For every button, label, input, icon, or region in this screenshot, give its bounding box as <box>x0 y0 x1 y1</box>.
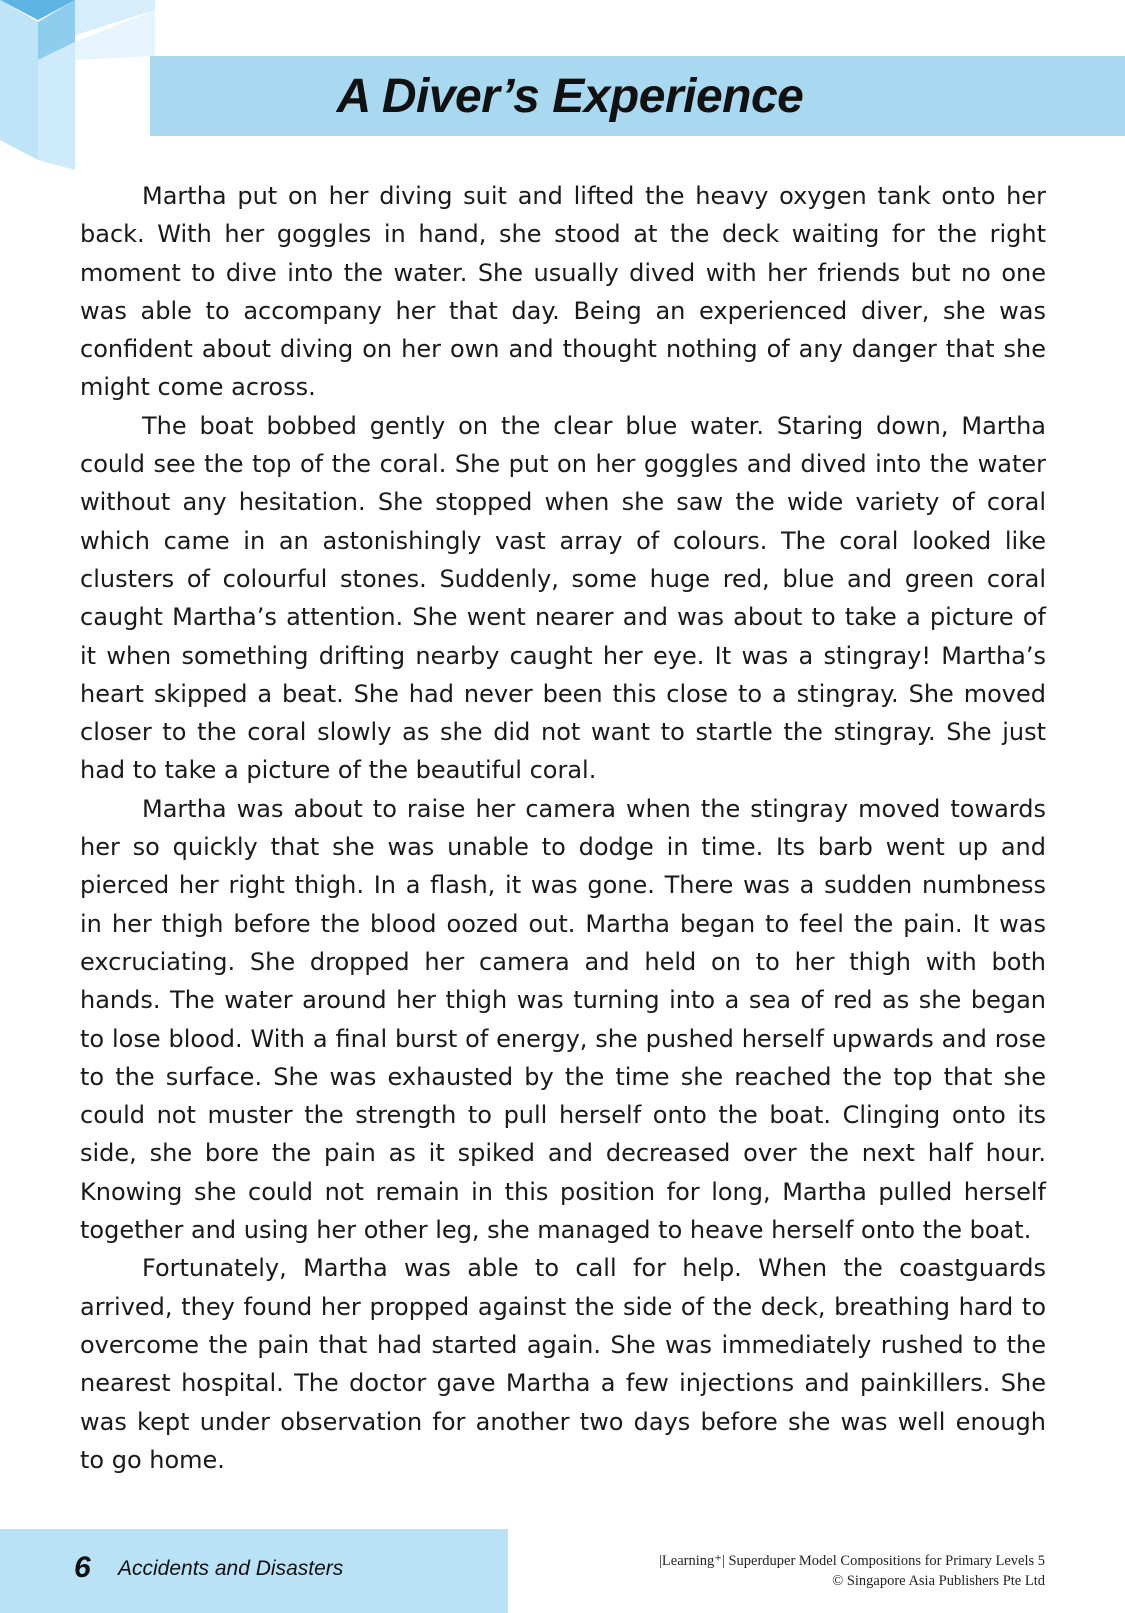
paragraph-4: Fortunately, Martha was able to call for help. When the coastguards arrived, they found her propped against the side of the deck, breathing hard to overcome the pain that had started again. She was immediately rushed to the nearest hospital. The doctor gave Martha a few injections and painkillers. She was kept under observation for another two days before she was well enough to go home. <box>80 1254 1046 1474</box>
section-name: Accidents and Disasters <box>118 1557 344 1580</box>
page-number: 6 <box>74 1551 91 1584</box>
page-title: A Diver’s Experience <box>336 70 804 123</box>
copyright-line: © Singapore Asia Publishers Pte Ltd <box>832 1573 1045 1589</box>
corner-decoration <box>0 0 170 180</box>
publisher-credits <box>659 1551 1045 1591</box>
story-body <box>80 177 1046 1479</box>
paragraph-2: The boat bobbed gently on the clear blue water. Staring down, Martha could see the top of the coral. She put on her goggles and dived into the water without any hesitation. She stopped when she saw the wide variety of coral which came in an astonishingly vast array of colours. The coral looked like clusters of colourful stones. Suddenly, some huge red, blue and green coral caught Martha’s attention. She went nearer and was about to take a picture of it when something drifting nearby caught her eye. It was a stingray! Martha’s heart skipped a beat. She had never been this close to a stingray. She moved closer to the coral slowly as she did not want to startle the stingray. She just had to take a picture of the beautiful coral. <box>80 411 1046 785</box>
book-title-line: |Learning⁺| Superduper Model Compositions for Primary Levels 5 <box>659 1553 1045 1569</box>
decor-lower-facet <box>38 42 75 170</box>
paragraph-3: Martha was about to raise her camera when the stingray moved towards her so quickly that she was unable to dodge in time. Its barb went up and pierced her right thigh. In a flash, it was gone. There was a sudden numbness in her thigh before the blood oozed out. Martha began to feel the pain. It was excruciating. She dropped her camera and held on to her thigh with both hands. The water around her thigh was turning into a sea of red as she began to lose blood. With a final burst of energy, she pushed herself upwards and rose to the surface. She was exhausted by the time she reached the top that she could not muster the strength to pull herself onto the boat. Clinging onto its side, she bore the pain as it spiked and decreased over the next half hour. Knowing she could not remain in this position for long, Martha pulled herself together and using her other leg, she managed to heave herself onto the boat. <box>80 794 1046 1245</box>
decor-left-facet <box>0 0 38 160</box>
paragraph-1: Martha put on her diving suit and lifted the heavy oxygen tank onto her back. With her goggles in hand, she stood at the deck waiting for the right moment to dive into the water. She usually dived with her friends but no one was able to accompany her that day. Being an experienced diver, she was confident about diving on her own and thought nothing of any danger that she might come across. <box>80 182 1046 402</box>
